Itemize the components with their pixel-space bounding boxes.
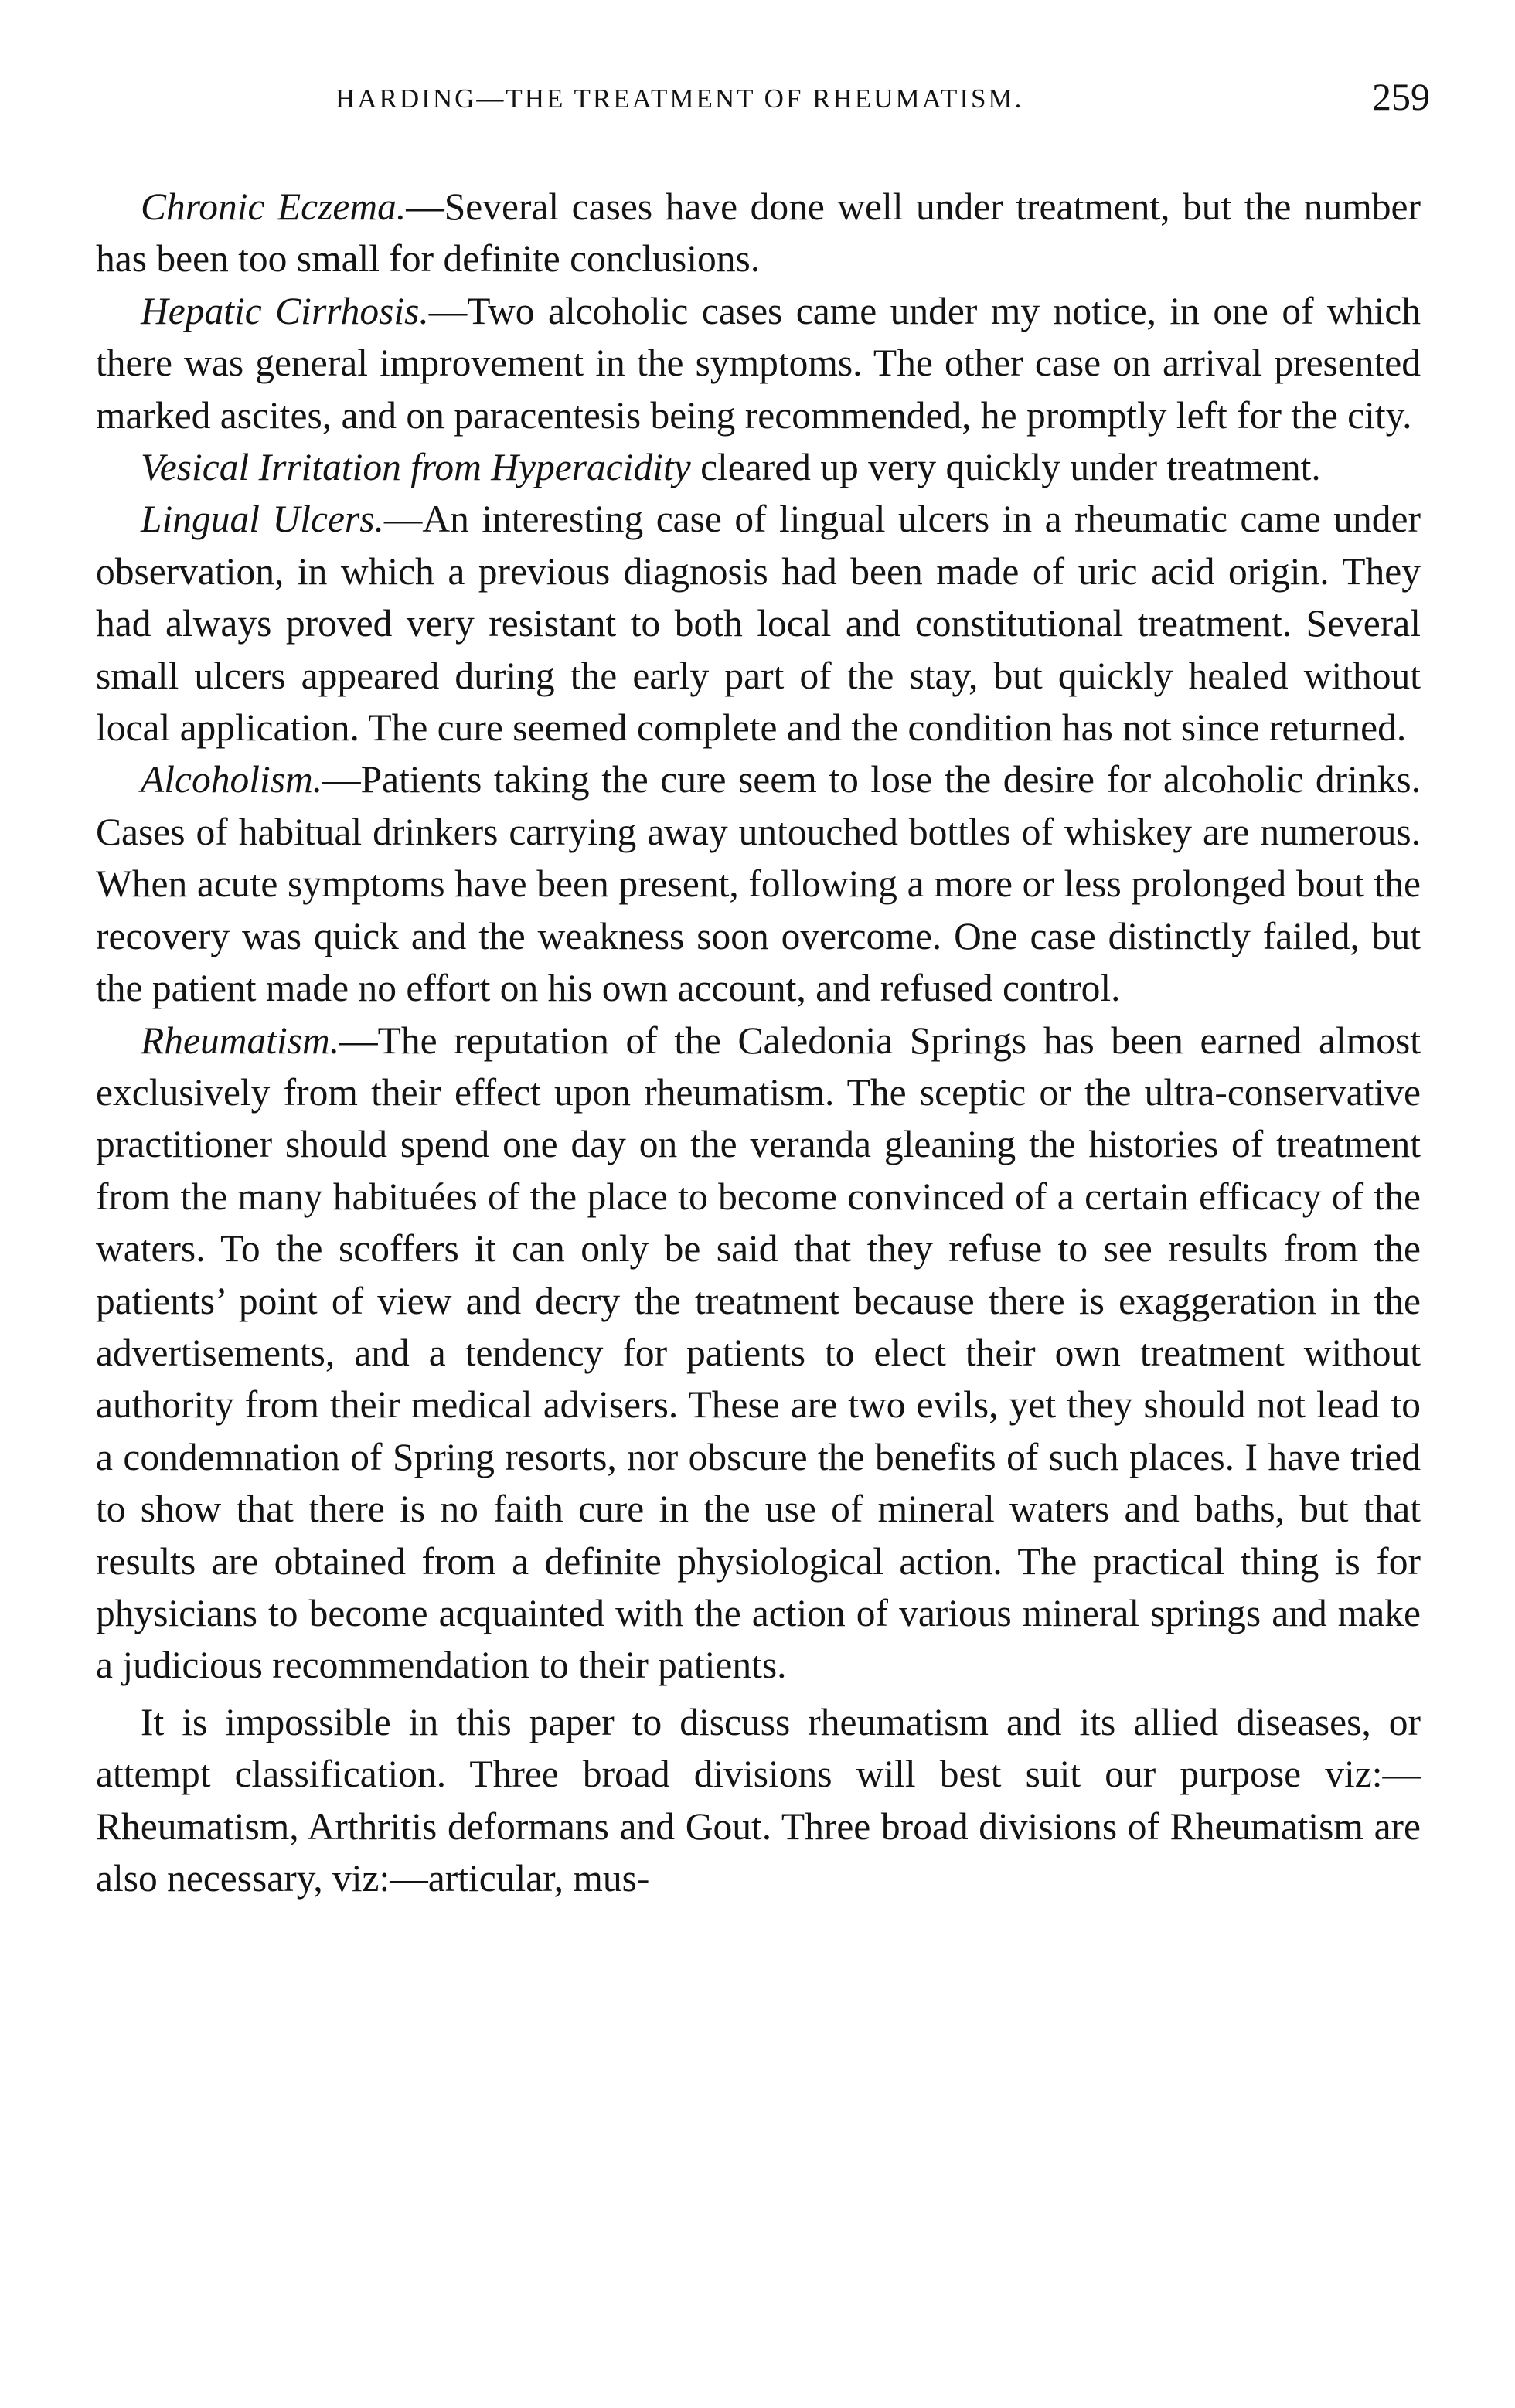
body-text [96,181,1421,1904]
paragraph-heading: Hepatic Cirrhosis. [141,289,429,332]
paragraph-alcoholism [96,753,1421,1014]
paragraph-lingual-ulcers [96,493,1421,753]
paragraph-vesical-irritation [96,441,1421,493]
page-header [96,74,1430,128]
paragraph-heading: Lingual Ulcers. [141,498,384,541]
paragraph-classification [96,1696,1421,1905]
paragraph-chronic-eczema [96,181,1421,285]
paragraph-heading: Vesical Irritation from Hyperacidity [141,446,691,489]
paragraph-hepatic-cirrhosis [96,285,1421,441]
paragraph-text: —An interesting case of lingual ulcers in a rheumatic came under observation, in which a previous diagnosis had been made of uric acid origin. They had always proved very resistant to both local and constitutional treatment. Several small ulcers appeared during the early part of the stay, but quickly healed without local application. The cure seemed complete and the condition has not since returned. [96,498,1421,750]
document-page [96,74,1430,2362]
paragraph-text: —The reputation of the Caledonia Springs has been earned almost exclusively from their effect upon rheumatism. The sceptic or the ultra-conservative practitioner should spend one day on the veranda gleaning the histories of treatment from the many habituées of the place to become convinced of a certain efficacy of the waters. To the scoffers it can only be said that they refuse to see results from the patients’ point of view and decry the treatment because there is exaggeration in the advertisements, and a tendency for patients to elect their own treatment without authority from their medical advisers. These are two evils, yet they should not lead to a condemnation of Spring resorts, nor obscure the benefits of such places. I have tried to show that there is no faith cure in the use of mineral waters and baths, but that results are obtained from a definite physiological action. The practical thing is for physicians to become acquainted with the action of various mineral springs and make a judicious recommendation to their patients. [96,1019,1421,1687]
paragraph-heading: Rheumatism. [141,1019,340,1062]
paragraph-text: —Patients taking the cure seem to lose the desire for alcoholic drinks. Cases of habitual drinkers carrying away untouched bottles of whiskey are numerous. When acute symptoms have been present, following a more or less prolonged bout the recovery was quick and the weakness soon overcome. One case distinctly failed, but the patient made no effort on his own account, and refused control. [96,758,1421,1010]
paragraph-heading: Alcoholism. [141,758,323,801]
running-title: HARDING—THE TREATMENT OF RHEUMATISM. [335,83,1024,114]
paragraph-text: —Two alcoholic cases came under my notice, in one of which there was general improvement in the symptoms. The other case on arrival presented marked ascites, and on paracentesis being recommended, he promptly left for the city. [96,289,1421,437]
paragraph-heading: Chronic Eczema. [141,185,407,228]
paragraph-text: It is impossible in this paper to discuss rheumatism and its allied diseases, or attempt classification. Three broad divisions will best suit our purpose viz:—Rheumatism, Arthritis deformans and Gout. Three broad divisions of Rheumatism are also necessary, viz:—articular, mus- [96,1700,1421,1900]
paragraph-text: —Several cases have done well under treatment, but the number has been too small for definite conclusions. [96,185,1421,281]
paragraph-rheumatism [96,1015,1421,1692]
paragraph-text: cleared up very quickly under treatment. [690,446,1321,489]
page-number: 259 [1372,75,1430,118]
